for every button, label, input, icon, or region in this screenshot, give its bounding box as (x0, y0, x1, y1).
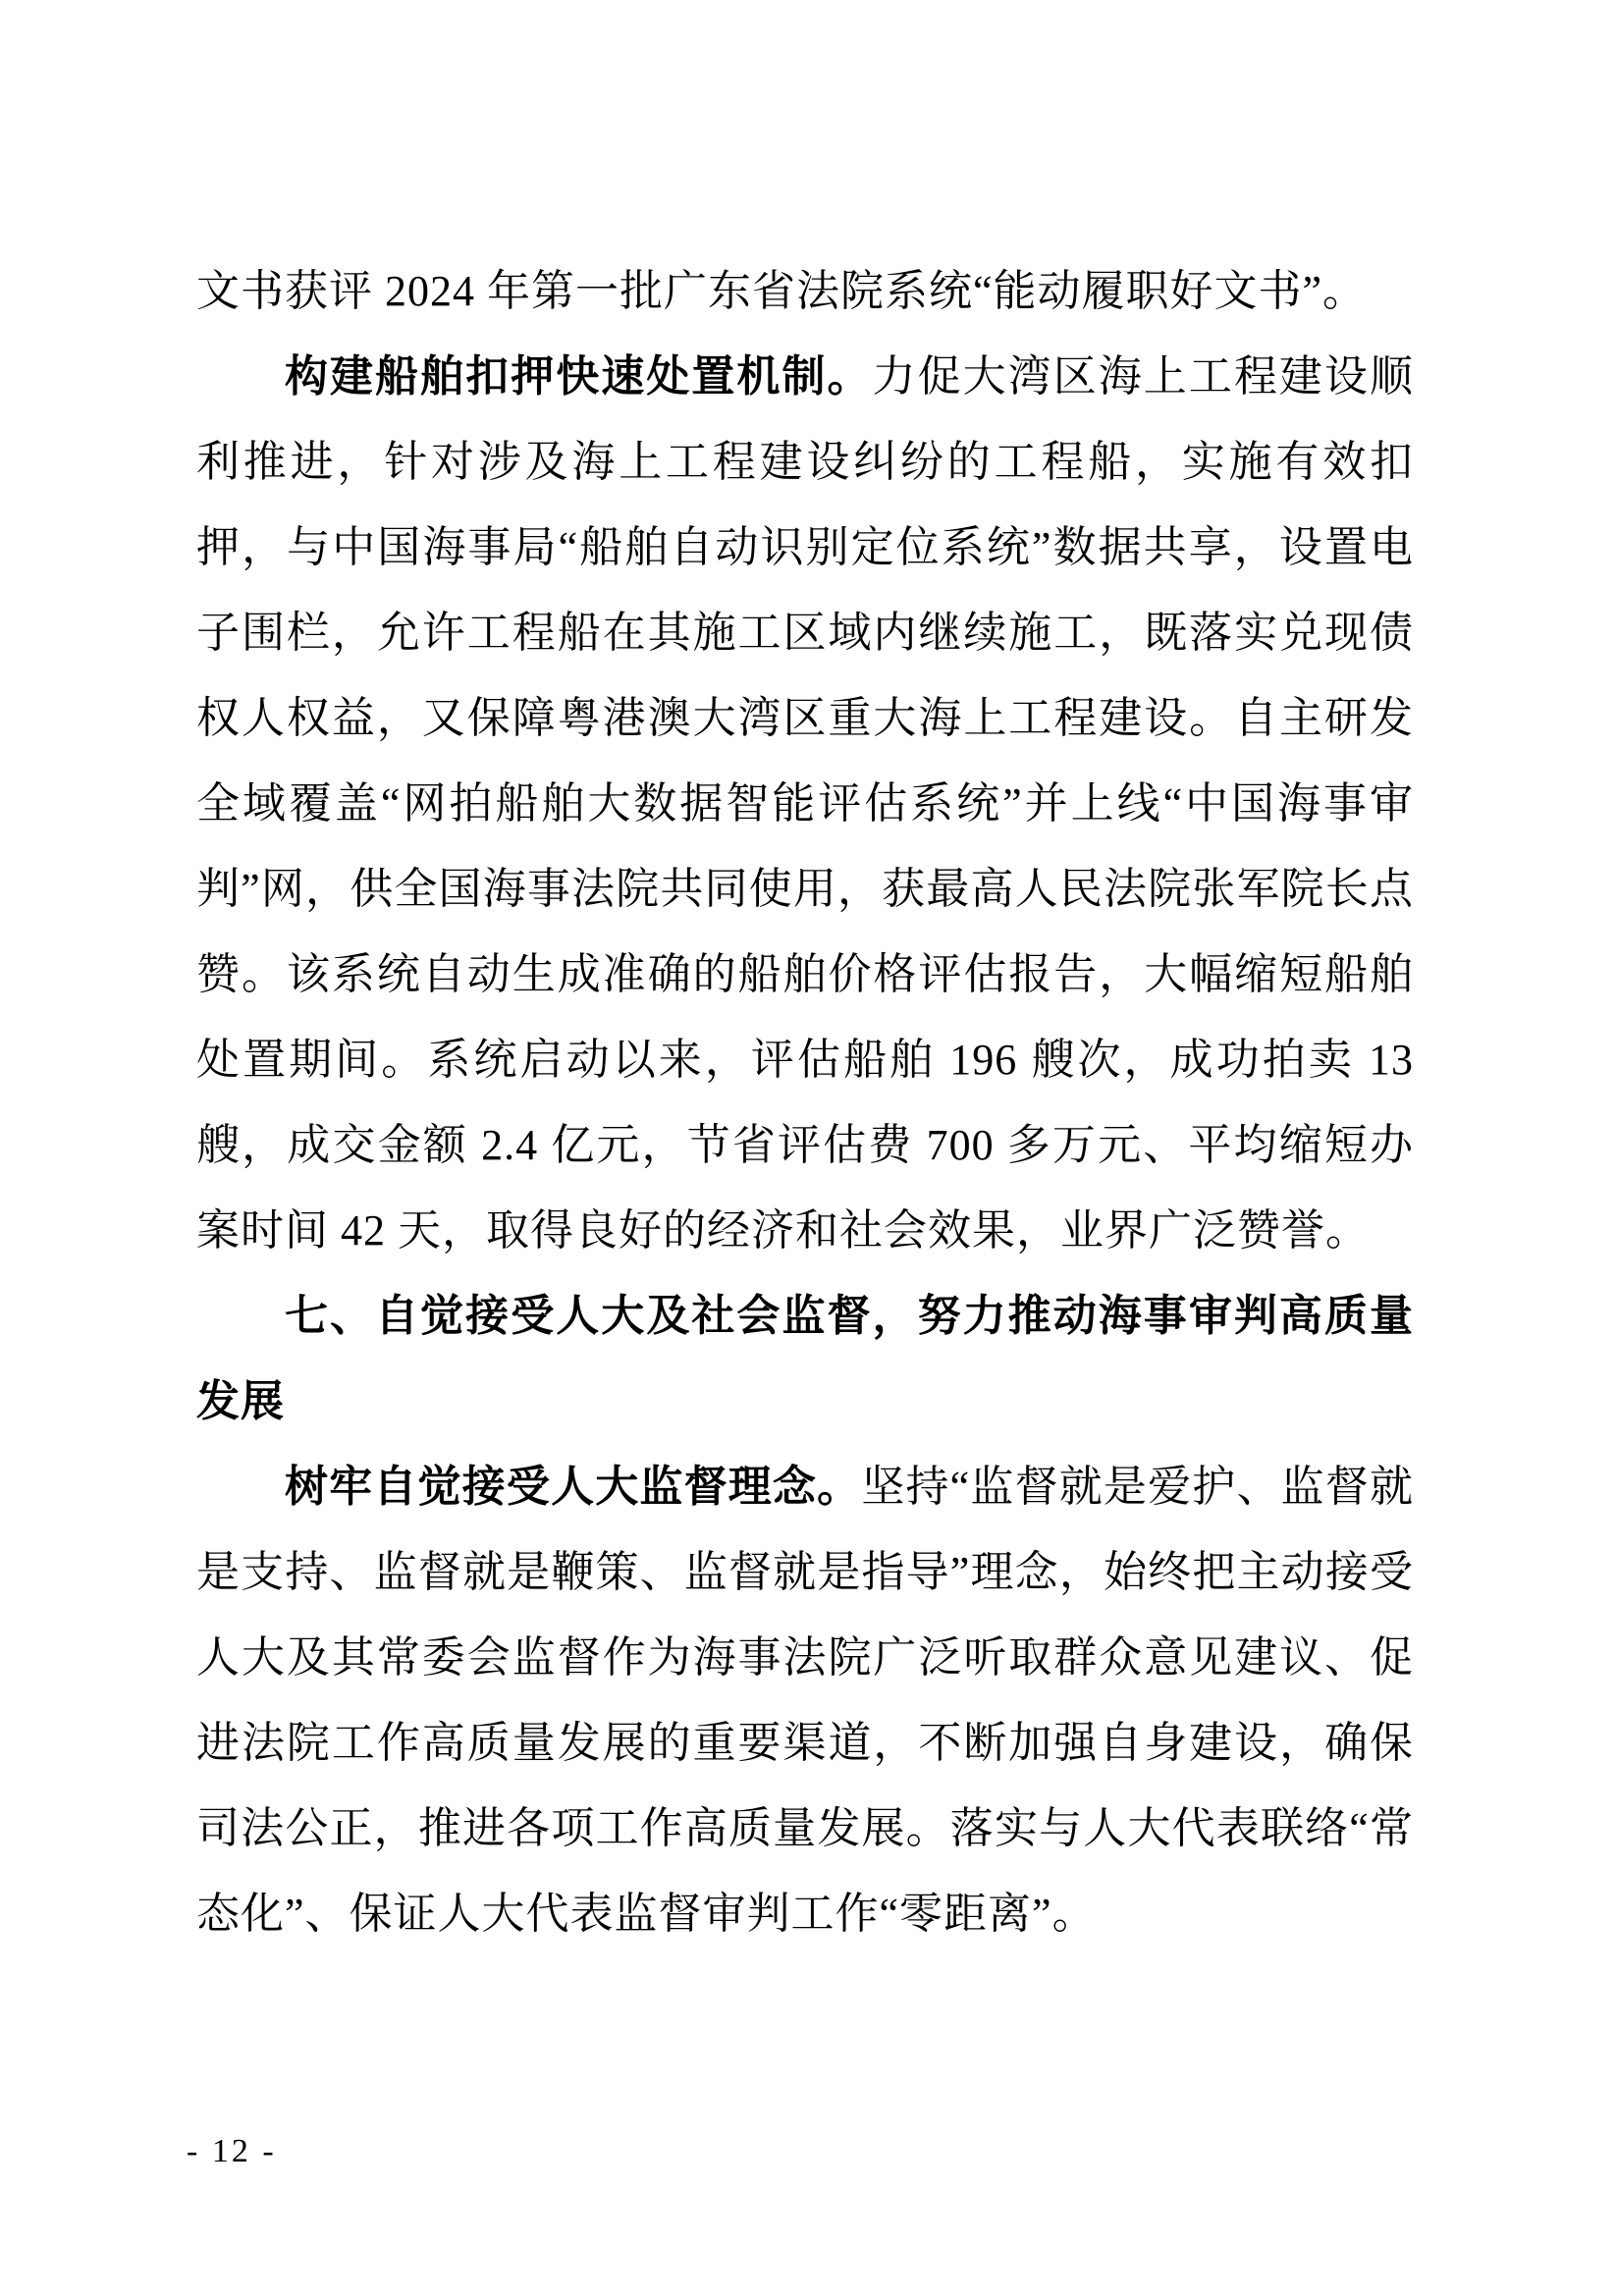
paragraph-bold-lead: 构建船舶扣押快速处置机制。 (285, 352, 873, 400)
paragraph (196, 1444, 1414, 1956)
paragraph-text: 坚持“监督就是爱护、监督就是支持、监督就是鞭策、监督就是指导”理念，始终把主动接受人大及其常委会监督作为海事法院广泛听取群众意见建议、促进法院工作高质量发展的重要渠道，不断加强自身建设，确保司法公正，推进各项工作高质量发展。落实与人大代表联络“常态化”、保证人大代表监督审判工作“零距离”。 (196, 1463, 1415, 1938)
paragraph-text: 力促大湾区海上工程建设顺利推进，针对涉及海上工程建设纠纷的工程船，实施有效扣押，与中国海事局“船舶自动识别定位系统”数据共享，设置电子围栏，允许工程船在其施工区域内继续施工，既落实兑现债权人权益，又保障粤港澳大湾区重大海上工程建设。自主研发全域覆盖“网拍船舶大数据智能评估系统”并上线“中国海事审判”网，供全国海事法院共同使用，获最高人民法院张军院长点赞。该系统自动生成准确的船舶价格评估报告，大幅缩短船舶处置期间。系统启动以来，评估船舶 196 艘次，成功拍卖 13 艘，成交金额 2.4 亿元，节省评估费 700 多万元、平均缩短办案时间 42 天，取得良好的经济和社会效果，业界广泛赞誉。 (196, 352, 1415, 1255)
document-body (196, 248, 1414, 1956)
paragraph-bold-lead: 树牢自觉接受人大监督理念。 (285, 1463, 862, 1511)
paragraph-continuation (196, 248, 1414, 334)
page-number: - 12 - (187, 2133, 277, 2169)
paragraph (196, 334, 1414, 1273)
paragraph-text: 文书获评 2024 年第一批广东省法院系统“能动履职好文书”。 (196, 267, 1368, 315)
section-heading: 七、自觉接受人大及社会监督，努力推动海事审判高质量发展 (196, 1292, 1414, 1425)
